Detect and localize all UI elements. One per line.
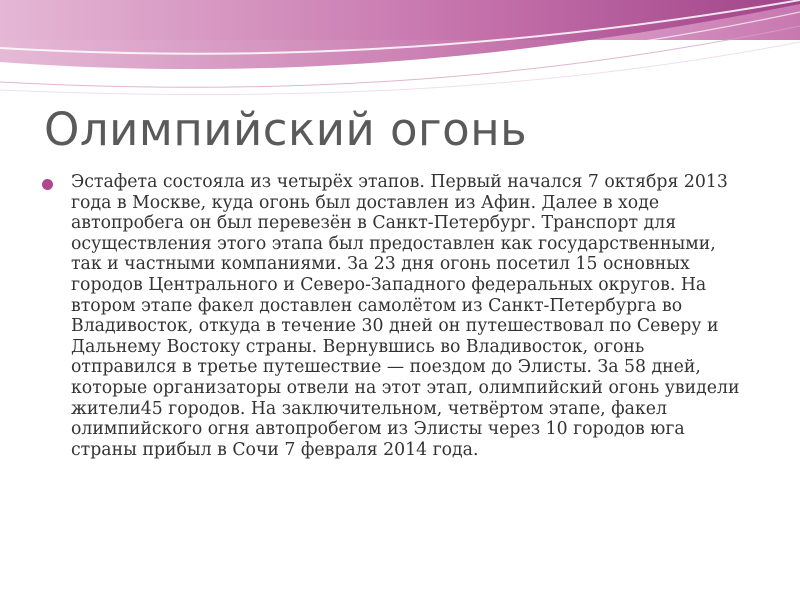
bullet-dot-icon: [42, 179, 53, 190]
header-wave-decoration: [0, 0, 800, 100]
body-text: Эстафета состояла из четырёх этапов. Первый начался 7 октября 2013 года в Москве, куда огонь был доставлен из Афин. Далее в ходе автопробега он был перевезён в Санкт-Петербург. Транспорт для осуществления этого этапа был предоставлен как государственными, так и частными компаниями. За 23 дня огонь посетил 15 основных городов Центрального и Северо-Западного федеральных округов. На втором этапе факел доставлен самолётом из Санкт-Петербурга во Владивосток, откуда в течение 30 дней он путешествовал по Северу и Дальнему Востоку страны. Вернувшись во Владивосток, огонь отправился в третье путешествие — поездом до Элисты. За 58 дней, которые организаторы отвели на этот этап, олимпийский огонь увидели жители45 городов. На заключительном, четвёртом этапе, факел олимпийского огня автопробегом из Элисты через 10 городов юга страны прибыл в Сочи 7 февраля 2014 года.: [71, 172, 740, 460]
slide-title: Олимпийский огонь: [44, 103, 528, 156]
bullet-paragraph: [42, 172, 754, 460]
